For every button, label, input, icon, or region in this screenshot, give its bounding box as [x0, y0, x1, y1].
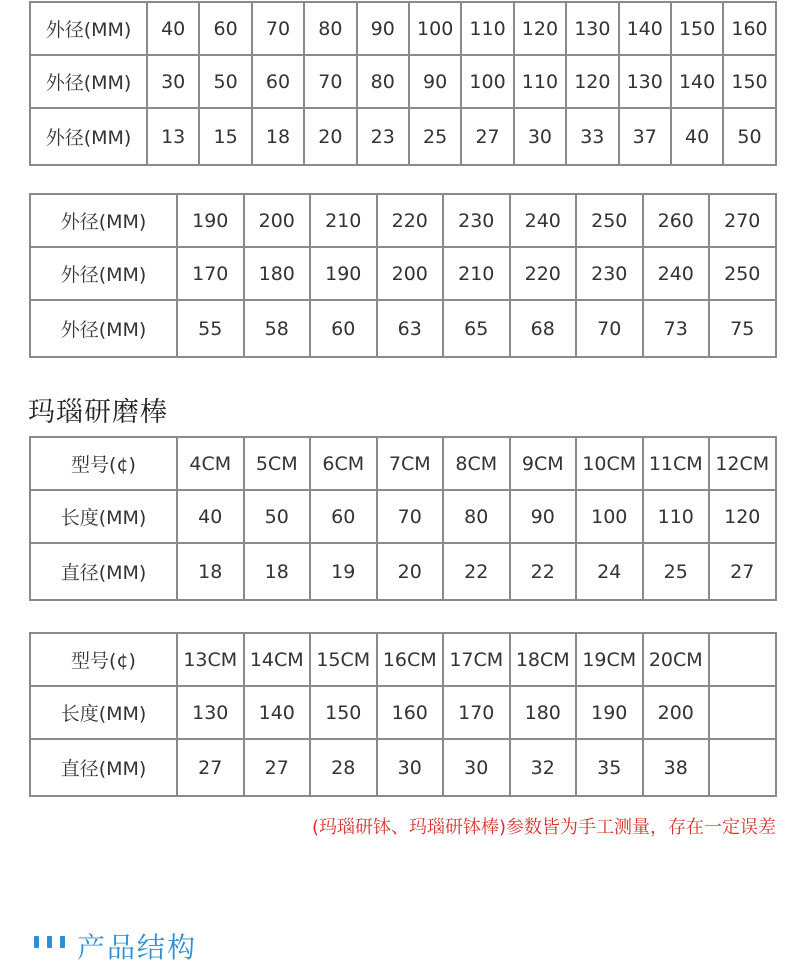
row-label: 外径(MM) [30, 300, 177, 357]
table-cell: 90 [357, 2, 409, 55]
table-cell: 15CM [310, 633, 377, 686]
table-row [30, 55, 776, 108]
table-cell: 30 [377, 739, 444, 796]
row-label: 长度(MM) [30, 686, 177, 739]
table-cell: 170 [443, 686, 510, 739]
table-row [30, 543, 776, 600]
table-cell: 50 [244, 490, 311, 543]
table-cell: 80 [304, 2, 356, 55]
table-cell: 250 [709, 247, 776, 300]
table-cell: 140 [671, 55, 723, 108]
row-label: 长度(MM) [30, 490, 177, 543]
footer-heading-text: 产品结构 [77, 931, 198, 964]
table-cell: 250 [576, 194, 643, 247]
table-cell: 22 [443, 543, 510, 600]
table-cell: 200 [643, 686, 710, 739]
table-cell: 160 [723, 2, 775, 55]
table-cell: 12CM [709, 437, 776, 490]
table-cell: 80 [443, 490, 510, 543]
table-cell: 18 [252, 108, 304, 165]
table-row [30, 739, 776, 796]
table-cell: 200 [244, 194, 311, 247]
table-cell: 240 [510, 194, 577, 247]
table-cell: 6CM [310, 437, 377, 490]
table-cell: 22 [510, 543, 577, 600]
table-cell: 33 [566, 108, 618, 165]
table-cell: 50 [723, 108, 775, 165]
row-label: 直径(MM) [30, 739, 177, 796]
row-label: 外径(MM) [30, 2, 147, 55]
table-cell: 110 [461, 2, 513, 55]
row-label: 外径(MM) [30, 247, 177, 300]
table-cell: 190 [310, 247, 377, 300]
table-cell: 220 [377, 194, 444, 247]
table-cell: 190 [177, 194, 244, 247]
table-cell: 40 [147, 2, 199, 55]
table-cell: 18 [244, 543, 311, 600]
table-cell: 73 [643, 300, 710, 357]
table-cell: 20 [304, 108, 356, 165]
table-cell: 30 [147, 55, 199, 108]
row-label: 型号(¢) [30, 633, 177, 686]
table-cell: 35 [576, 739, 643, 796]
table-cell: 55 [177, 300, 244, 357]
table-cell: 100 [576, 490, 643, 543]
table-cell: 200 [377, 247, 444, 300]
table-cell: 18 [177, 543, 244, 600]
table-cell: 70 [252, 2, 304, 55]
table-cell: 20 [377, 543, 444, 600]
table-cell: 140 [619, 2, 671, 55]
table-cell: 18CM [510, 633, 577, 686]
table-cell: 270 [709, 194, 776, 247]
table-cell: 63 [377, 300, 444, 357]
table-cell: 75 [709, 300, 776, 357]
table-cell: 150 [671, 2, 723, 55]
table-cell: 70 [304, 55, 356, 108]
table-cell: 140 [244, 686, 311, 739]
table-row [30, 247, 776, 300]
table-cell: 150 [723, 55, 775, 108]
table-cell [709, 686, 776, 739]
table-cell: 27 [177, 739, 244, 796]
row-label: 外径(MM) [30, 108, 147, 165]
table-cell: 60 [199, 2, 251, 55]
pestle-table-2 [29, 632, 777, 797]
table-cell: 230 [576, 247, 643, 300]
row-label: 直径(MM) [30, 543, 177, 600]
row-label: 外径(MM) [30, 55, 147, 108]
table-cell: 30 [443, 739, 510, 796]
table-cell: 28 [310, 739, 377, 796]
table-cell: 30 [514, 108, 566, 165]
table-cell: 27 [461, 108, 513, 165]
table-cell: 120 [566, 55, 618, 108]
table-cell: 130 [566, 2, 618, 55]
table-cell: 8CM [443, 437, 510, 490]
table-cell: 27 [709, 543, 776, 600]
table-cell: 23 [357, 108, 409, 165]
table-cell: 120 [709, 490, 776, 543]
table-cell: 180 [244, 247, 311, 300]
table-cell: 16CM [377, 633, 444, 686]
table-cell: 19 [310, 543, 377, 600]
table-cell: 37 [619, 108, 671, 165]
table-cell: 40 [177, 490, 244, 543]
table-cell: 120 [514, 2, 566, 55]
table-cell: 38 [643, 739, 710, 796]
table-cell: 260 [643, 194, 710, 247]
table-cell: 110 [643, 490, 710, 543]
table-cell: 150 [310, 686, 377, 739]
table-cell: 25 [643, 543, 710, 600]
table-cell: 130 [619, 55, 671, 108]
table-cell: 17CM [443, 633, 510, 686]
table-cell: 19CM [576, 633, 643, 686]
table-cell: 11CM [643, 437, 710, 490]
table-cell: 40 [671, 108, 723, 165]
table-cell: 13CM [177, 633, 244, 686]
table-cell: 160 [377, 686, 444, 739]
table-cell: 230 [443, 194, 510, 247]
table-cell: 13 [147, 108, 199, 165]
table-cell: 7CM [377, 437, 444, 490]
table-cell: 58 [244, 300, 311, 357]
table-cell: 4CM [177, 437, 244, 490]
table-cell: 65 [443, 300, 510, 357]
table-cell: 100 [461, 55, 513, 108]
table-cell: 220 [510, 247, 577, 300]
table-cell: 210 [310, 194, 377, 247]
table-row [30, 437, 776, 490]
table-cell: 60 [310, 490, 377, 543]
table-cell: 15 [199, 108, 251, 165]
table-cell: 80 [357, 55, 409, 108]
table-cell: 14CM [244, 633, 311, 686]
table-row [30, 490, 776, 543]
table-cell: 190 [576, 686, 643, 739]
table-cell: 70 [377, 490, 444, 543]
table-cell [709, 739, 776, 796]
table-cell: 70 [576, 300, 643, 357]
size-table-2 [29, 193, 777, 358]
disclaimer-note: (玛瑙研钵、玛瑙研钵棒)参数皆为手工测量，存在一定误差 [311, 817, 776, 838]
pestle-table-1 [29, 436, 777, 601]
table-cell: 5CM [244, 437, 311, 490]
table-cell: 50 [199, 55, 251, 108]
table-cell: 10CM [576, 437, 643, 490]
table-cell: 68 [510, 300, 577, 357]
table-row [30, 194, 776, 247]
table-cell: 60 [252, 55, 304, 108]
table-row [30, 633, 776, 686]
table-cell: 130 [177, 686, 244, 739]
table-cell: 32 [510, 739, 577, 796]
table-cell: 27 [244, 739, 311, 796]
table-row [30, 2, 776, 55]
table-cell: 210 [443, 247, 510, 300]
table-cell: 100 [409, 2, 461, 55]
table-cell: 9CM [510, 437, 577, 490]
row-label: 外径(MM) [30, 194, 177, 247]
table-cell: 170 [177, 247, 244, 300]
bars-icon [34, 926, 65, 948]
table-cell: 110 [514, 55, 566, 108]
table-cell: 20CM [643, 633, 710, 686]
table-cell: 240 [643, 247, 710, 300]
table-row [30, 108, 776, 165]
table-cell: 24 [576, 543, 643, 600]
section-title: 玛瑙研磨棒 [28, 397, 168, 428]
table-cell: 180 [510, 686, 577, 739]
table-cell: 25 [409, 108, 461, 165]
table-row [30, 300, 776, 357]
table-cell: 60 [310, 300, 377, 357]
row-label: 型号(¢) [30, 437, 177, 490]
size-table-1 [29, 1, 777, 166]
table-cell [709, 633, 776, 686]
table-cell: 90 [409, 55, 461, 108]
footer-heading [34, 926, 198, 964]
table-cell: 90 [510, 490, 577, 543]
table-row [30, 686, 776, 739]
